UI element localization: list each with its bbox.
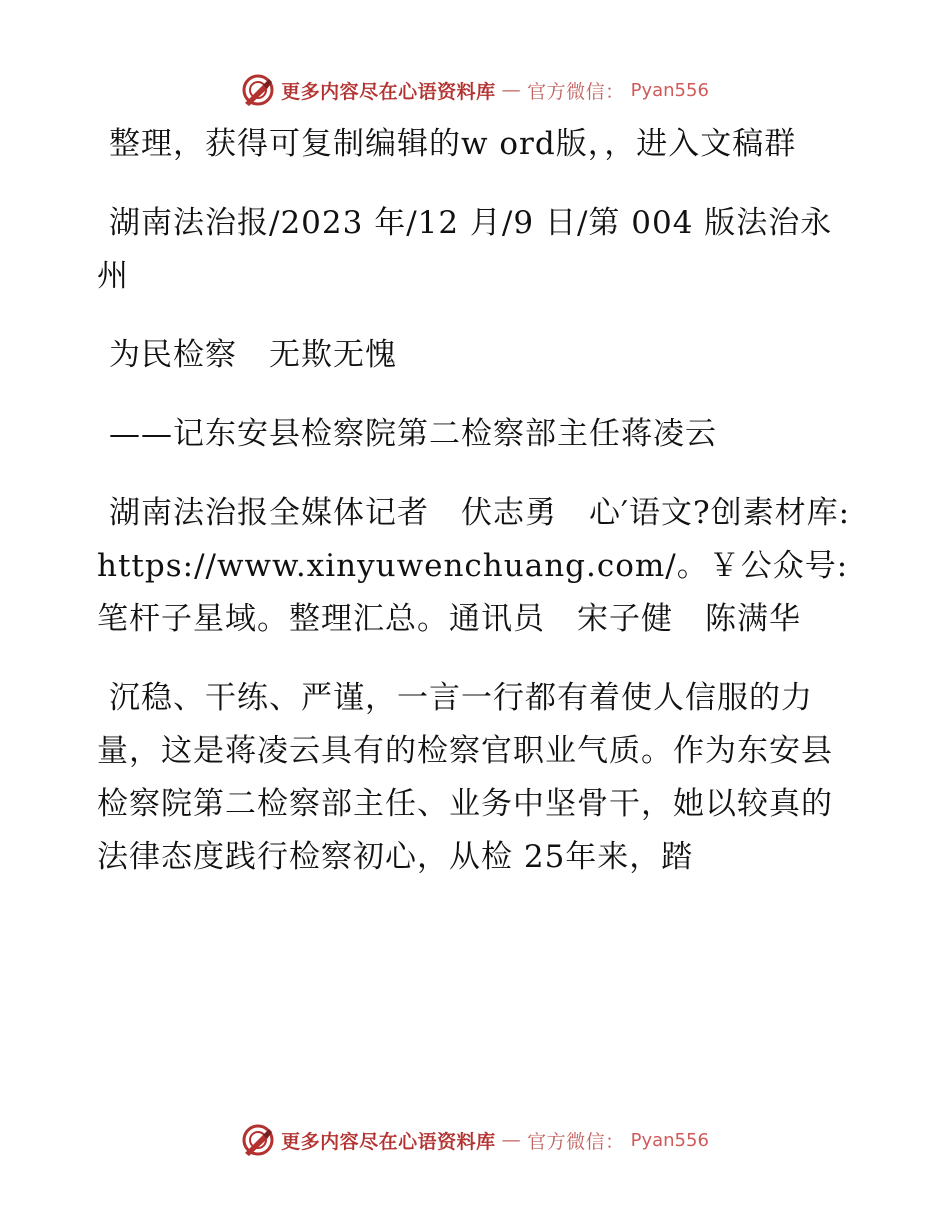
footer-banner-wechat-label: 官方微信： — [527, 1130, 625, 1153]
paragraph-intro: 整理，获得可复制编辑的w ord版，，进入文稿群 — [109, 126, 797, 162]
pen-logo-icon — [241, 1123, 275, 1157]
footer-banner-wechat-id: Pyan556 — [630, 1129, 709, 1151]
footer-banner — [0, 1120, 950, 1160]
paragraph-body: 沉稳、干练、严谨，一言一行都有着使人信服的力量，这是蒋凌云具有的检察官职业气质。作为东安县检察院第二检察部主任、业务中坚骨干，她以较真的法律态度践行检察初心，从检 25年来，踏 — [97, 680, 833, 875]
pen-logo-icon — [241, 73, 275, 107]
paragraph-byline: 湖南法治报全媒体记者 伏志勇 心′语文?创素材库: https://www.xinyuwenchuang.com/。￥公众号: 笔杆子星域。整理汇总。通讯员 宋子健 陈满华 — [97, 495, 851, 637]
header-banner — [0, 70, 950, 110]
header-banner-text: 更多内容尽在心语资料库 — [281, 80, 496, 103]
article-subtitle: ——记东安县检察院第二检察部主任蒋凌云 — [109, 416, 717, 452]
paragraph-source: 湖南法治报/2023 年/12 月/9 日/第 004 版法治永州 — [97, 205, 833, 294]
header-banner-dash: — — [501, 79, 522, 101]
header-banner-wechat-label: 官方微信： — [527, 80, 625, 103]
footer-banner-text: 更多内容尽在心语资料库 — [281, 1130, 496, 1153]
header-banner-wechat-id: Pyan556 — [630, 79, 709, 101]
article-body — [97, 118, 857, 884]
footer-banner-dash: — — [501, 1129, 522, 1151]
article-title: 为民检察 无欺无愧 — [109, 337, 397, 373]
